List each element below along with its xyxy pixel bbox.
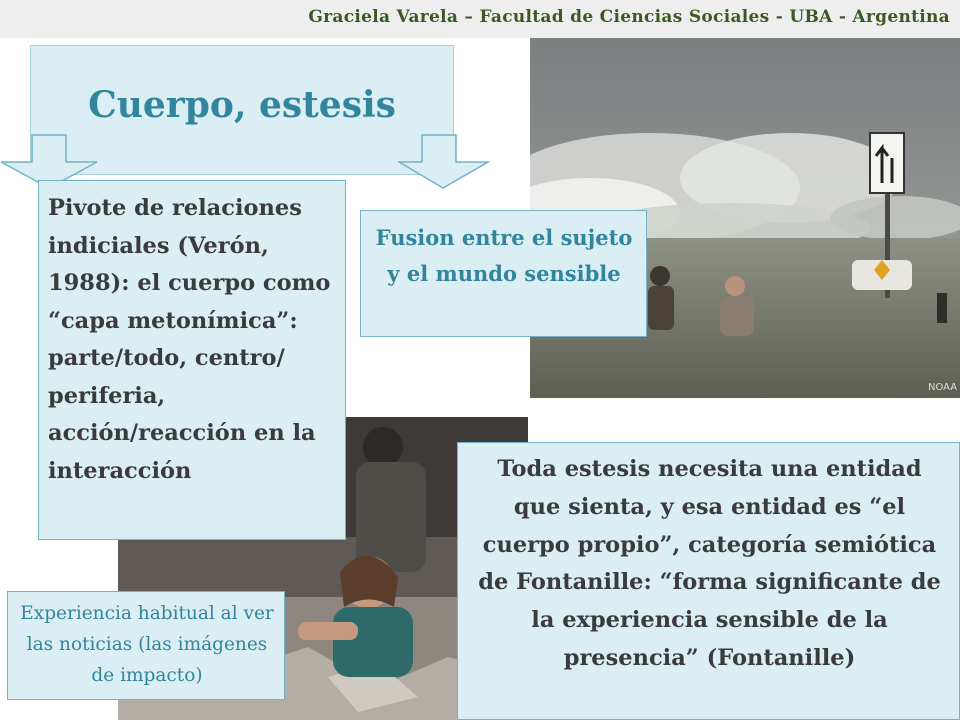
- fusion-text: Fusion entre el sujeto y el mundo sensible: [375, 225, 633, 286]
- experience-text: Experiencia habitual al ver las noticias (las imágenes de impacto): [20, 603, 274, 686]
- experience-box: [7, 591, 285, 700]
- estesis-box: [457, 442, 960, 720]
- header-credit: Graciela Varela – Facultad de Ciencias Sociales - UBA - Argentina: [308, 7, 950, 27]
- slide-title: Cuerpo, estesis: [88, 84, 396, 126]
- pivot-text: Pivote de relaciones indiciales (Verón, 1988): el cuerpo como “capa metonímica”: parte/todo, centro/ periferia, acción/reacción en la interacción: [48, 195, 331, 484]
- header-bar: [0, 0, 960, 38]
- pivot-box: [38, 180, 346, 540]
- fusion-box: [360, 210, 647, 337]
- photo-credit: NOAA: [928, 382, 958, 393]
- estesis-text: Toda estesis necesita una entidad que sienta, y esa entidad es “el cuerpo propio”, categoría semiótica de Fontanille: “forma significante de la experiencia sensible de la presencia” (Fontanille): [478, 456, 941, 671]
- arrow-down-right: [398, 134, 490, 189]
